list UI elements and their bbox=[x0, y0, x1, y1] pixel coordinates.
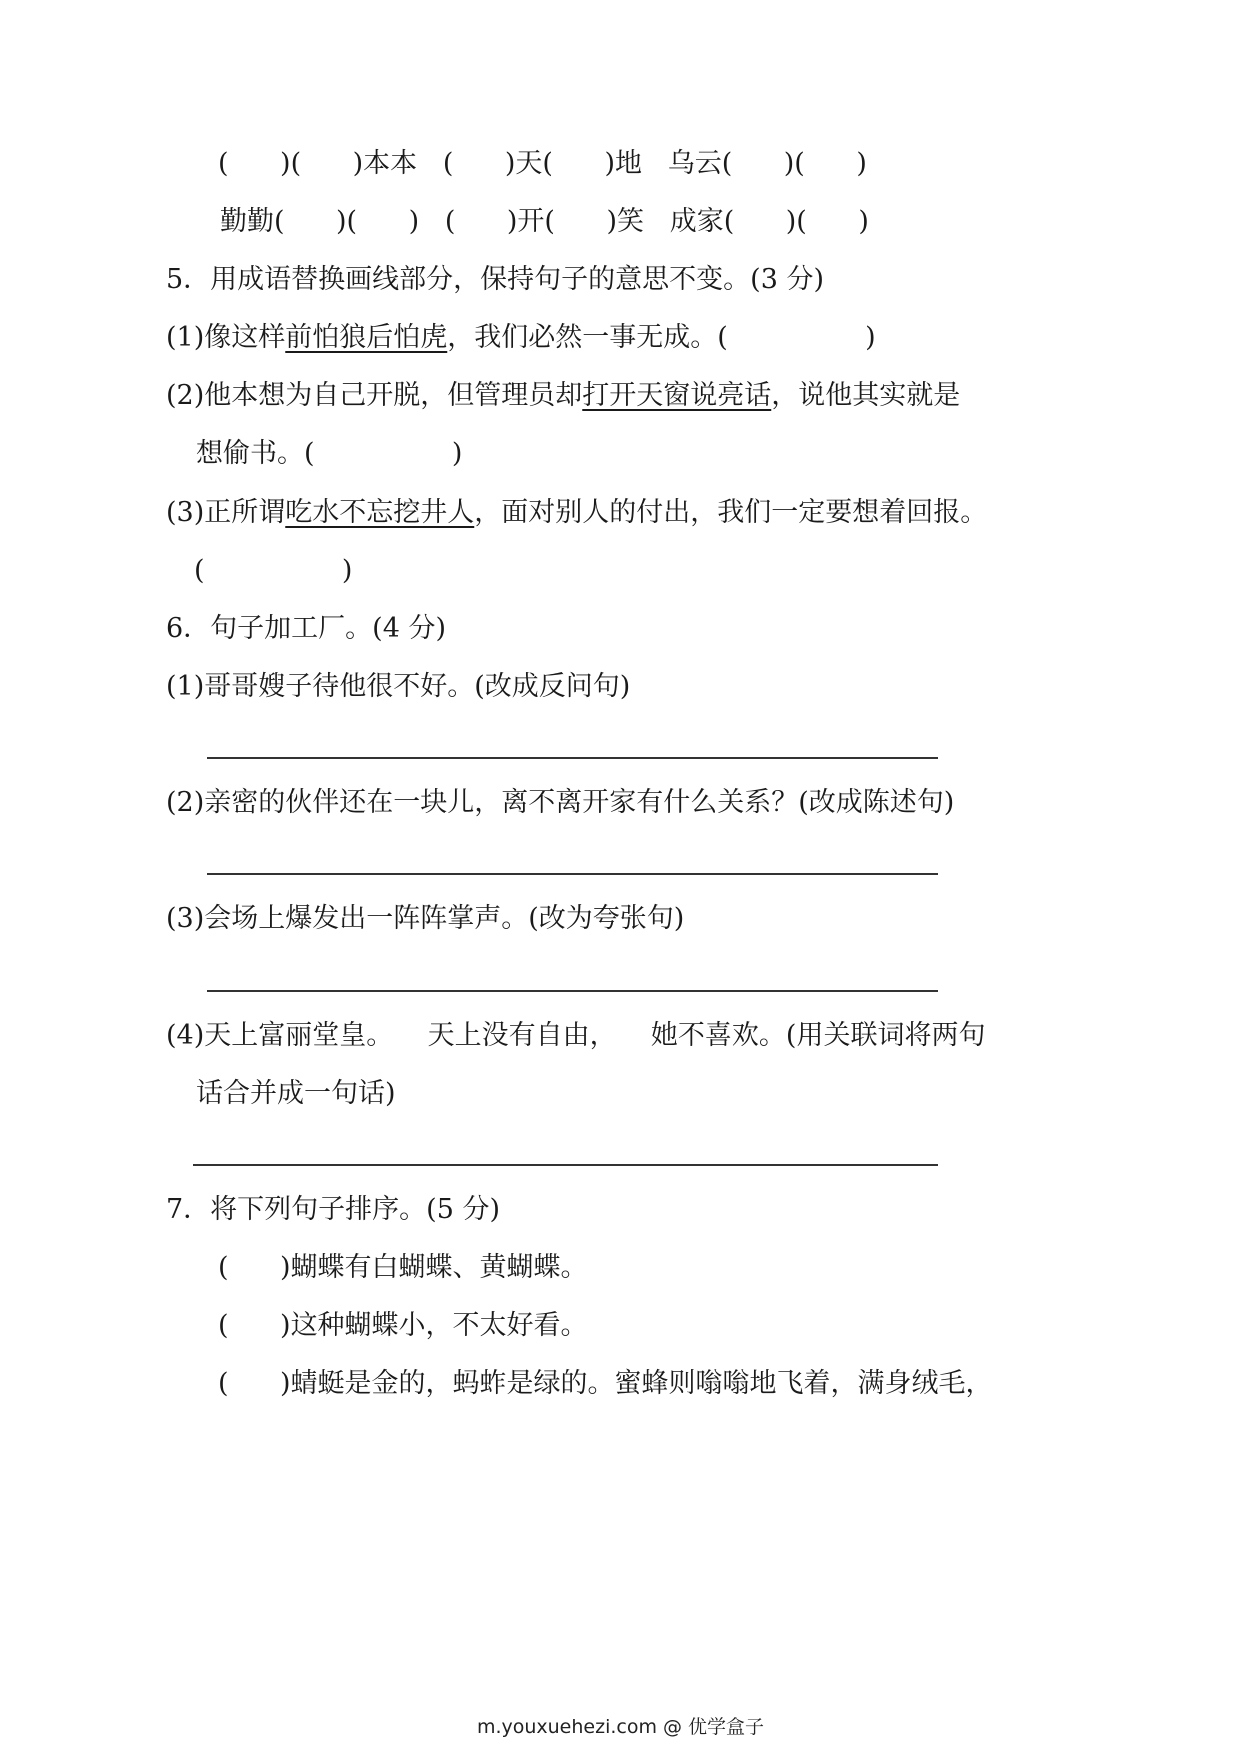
answer-line-3 bbox=[207, 990, 938, 992]
answer-line-4 bbox=[193, 1164, 938, 1166]
q5-item-2-pre: (2)他本想为自己开脱，但管理员却 bbox=[166, 380, 583, 411]
q7-sentence-3: ( )蜻蜓是金的，蚂蚱是绿的。蜜蜂则嗡嗡地飞着，满身绒毛， bbox=[218, 1368, 993, 1399]
q5-item-2 bbox=[166, 376, 960, 416]
q4-row1: ( )( )本本 ( )天( )地 乌云( )( ) bbox=[218, 148, 867, 179]
q5-item-1-post: ，我们必然一事无成。( ) bbox=[447, 322, 876, 353]
q5-item-3 bbox=[166, 493, 987, 533]
q5-item-3-post: ，面对别人的付出，我们一定要想着回报。 bbox=[474, 497, 988, 528]
q6-item-4: (4)天上富丽堂皇。 天上没有自由， 她不喜欢。(用关联词将两句 bbox=[166, 1020, 986, 1051]
q7-sentence-2: ( )这种蝴蝶小，不太好看。 bbox=[218, 1310, 588, 1341]
q5-item-1 bbox=[166, 318, 876, 358]
q5-item-2-underlined: 打开天窗说亮话 bbox=[582, 380, 772, 411]
q5-item-2-cont: 想偷书。( ) bbox=[196, 438, 463, 469]
q5-item-3-cont: ( ) bbox=[194, 555, 353, 586]
q5-item-1-underlined: 前怕狼后怕虎 bbox=[285, 322, 448, 353]
q6-item-2: (2)亲密的伙伴还在一块儿，离不离开家有什么关系？(改成陈述句) bbox=[166, 787, 955, 818]
q5-item-2-post: ，说他其实就是 bbox=[771, 380, 961, 411]
q4-row2: 勤勤( )( ) ( )开( )笑 成家( )( ) bbox=[220, 206, 869, 237]
q6-title: 6．句子加工厂。(4 分) bbox=[166, 613, 447, 644]
q7-sentence-1: ( )蝴蝶有白蝴蝶、黄蝴蝶。 bbox=[218, 1252, 588, 1283]
q6-item-1: (1)哥哥嫂子待他很不好。(改成反问句) bbox=[166, 671, 631, 702]
q5-item-3-pre: (3)正所谓 bbox=[166, 497, 286, 528]
q5-title: 5．用成语替换画线部分，保持句子的意思不变。(3 分) bbox=[166, 264, 825, 295]
answer-line-2 bbox=[207, 873, 938, 875]
q7-title: 7．将下列句子排序。(5 分) bbox=[166, 1194, 501, 1225]
footer-watermark: m.youxuehezi.com @ 优学盒子 bbox=[476, 1716, 765, 1738]
answer-line-1 bbox=[207, 757, 938, 759]
q6-item-3: (3)会场上爆发出一阵阵掌声。(改为夸张句) bbox=[166, 903, 685, 934]
q5-item-1-pre: (1)像这样 bbox=[166, 322, 286, 353]
q5-item-3-underlined: 吃水不忘挖井人 bbox=[285, 497, 475, 528]
q6-item-4-cont: 话合并成一句话) bbox=[196, 1078, 396, 1109]
